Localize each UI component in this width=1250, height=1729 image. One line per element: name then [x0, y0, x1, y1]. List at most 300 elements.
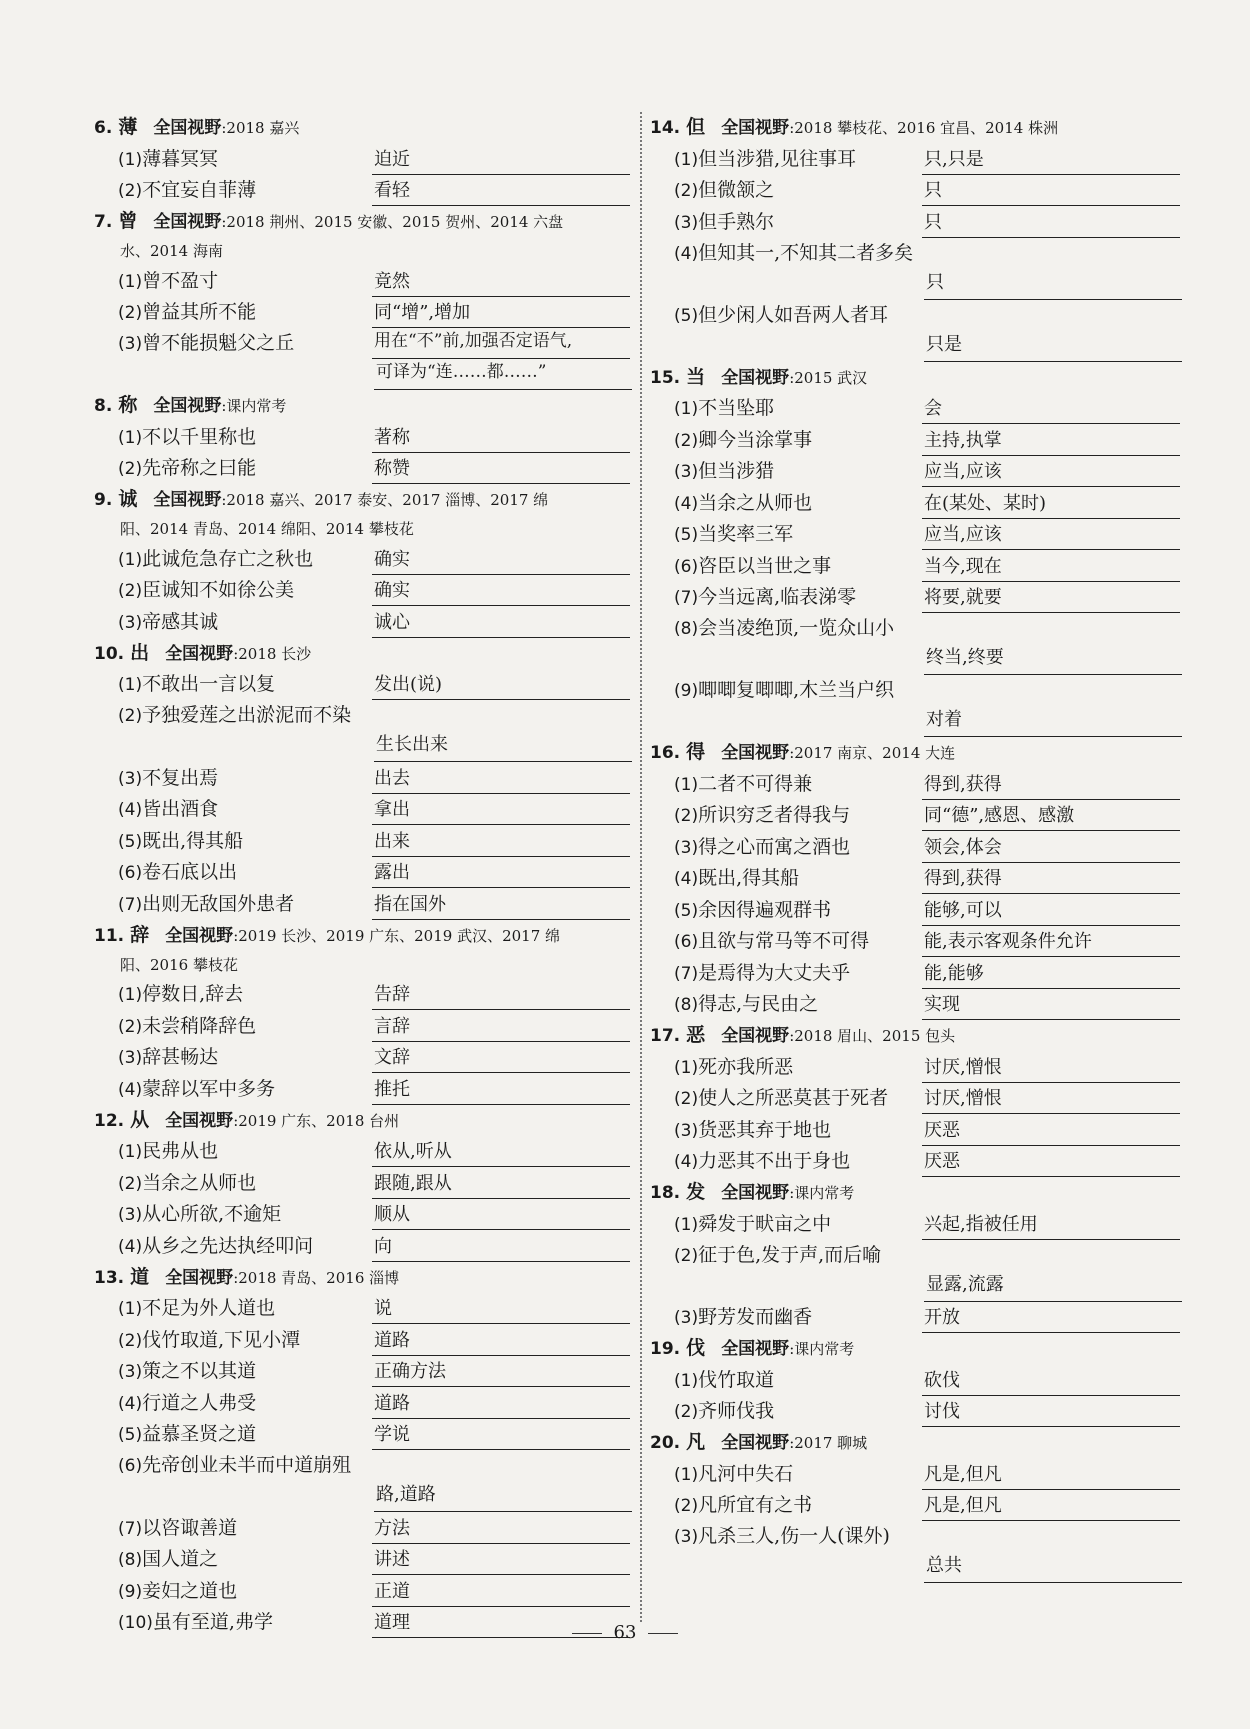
example-sentence [118, 422, 256, 453]
example-sentence [118, 1011, 256, 1042]
example-index: (5) [674, 525, 699, 545]
entry-tag: 全国视野 [153, 396, 222, 416]
example-item [650, 989, 1180, 1021]
example-text: 当余之从师也 [698, 491, 813, 514]
meaning-answer: 能,能够 [922, 959, 1180, 989]
example-text: 先帝创业未半而中道崩殂 [142, 1454, 352, 1476]
example-text: 妾妇之道也 [142, 1579, 238, 1602]
example-index: (2) [674, 1245, 699, 1266]
example-text: 曾不盈寸 [142, 269, 219, 292]
entry-heading [94, 638, 630, 669]
example-text: 征于色,发于声,而后喻 [698, 1243, 882, 1266]
example-text: 力恶其不出于身也 [698, 1150, 851, 1172]
example-index: (3) [674, 1308, 699, 1328]
entry-tag: 全国视野 [721, 1183, 790, 1203]
example-index: (3) [118, 334, 143, 354]
example-index: (1) [674, 399, 699, 419]
meaning-answer: 言辞 [372, 1012, 630, 1042]
entry-heading [94, 206, 630, 237]
example-text: 停数日,辞去 [142, 983, 244, 1005]
example-sentence [118, 1450, 630, 1481]
example-sentence [118, 700, 630, 731]
example-index: (1) [118, 1299, 143, 1319]
example-item [94, 1136, 630, 1168]
meaning-answer: 文辞 [372, 1043, 630, 1073]
example-index: (4) [118, 1393, 143, 1414]
example-sentence [674, 769, 812, 800]
meaning-answer: 出来 [372, 827, 630, 857]
example-item [94, 1042, 630, 1074]
entry-character: 当 [686, 365, 706, 388]
meaning-answer: 凡是,但凡 [922, 1460, 1180, 1490]
example-index: (8) [674, 995, 699, 1015]
example-sentence [674, 300, 1180, 331]
word-entry [94, 638, 630, 920]
entry-character: 称 [118, 394, 138, 416]
word-entry [94, 1105, 630, 1262]
footer-dash-right [648, 1633, 678, 1634]
example-sentence [674, 1052, 793, 1083]
meaning-answer: 在(某处、某时) [922, 489, 1180, 519]
entry-source: :2018 嘉兴、2017 泰安、2017 淄博、2017 绵 [221, 491, 549, 509]
entry-tag: 全国视野 [721, 1026, 790, 1046]
meaning-answer: 对着 [924, 706, 1182, 737]
example-index: (4) [674, 243, 699, 264]
word-entry [650, 362, 1180, 738]
example-text: 益慕圣贤之道 [142, 1423, 257, 1445]
entry-heading [650, 1333, 1180, 1364]
meaning-answer: 看轻 [372, 176, 630, 206]
example-item [94, 1293, 630, 1325]
word-entry [94, 484, 630, 638]
entry-source: :2018 长沙 [233, 644, 312, 663]
example-text: 但当涉猎,见往事耳 [698, 147, 857, 170]
example-item [94, 143, 630, 175]
page-number: 63 [613, 1622, 637, 1643]
entry-character: 但 [686, 116, 706, 138]
example-text: 得之心而寓之酒也 [698, 835, 851, 858]
example-sentence [118, 575, 294, 606]
example-sentence [674, 895, 831, 926]
entry-tag: 全国视野 [153, 118, 222, 138]
entry-tag: 全国视野 [165, 1110, 234, 1131]
entry-number: 20. [650, 1433, 681, 1453]
example-sentence [118, 1544, 218, 1575]
entry-number: 12. [94, 1110, 125, 1131]
example-text: 且欲与常马等不可得 [698, 930, 870, 952]
example-item [650, 1208, 1180, 1240]
entry-source: :课内常考 [221, 397, 287, 415]
example-text: 曾益其所不能 [142, 301, 257, 323]
example-item [94, 606, 630, 638]
meaning-answer: 主持,执掌 [922, 426, 1180, 456]
example-item [94, 265, 630, 297]
meaning-answer: 得到,获得 [922, 770, 1180, 800]
meaning-answer-continued: 可译为“连……都……” [374, 359, 632, 390]
example-text: 野芳发而幽香 [698, 1306, 813, 1328]
entry-heading [94, 390, 630, 421]
entry-tag: 全国视野 [721, 1339, 790, 1359]
meaning-answer: 只 [922, 176, 1180, 206]
entry-character: 辞 [130, 923, 150, 946]
entry-source: :2015 武汉 [789, 368, 868, 387]
example-text: 以咨诹善道 [142, 1516, 238, 1539]
example-index: (3) [674, 837, 699, 858]
example-sentence [118, 266, 218, 297]
example-sentence [674, 832, 850, 863]
example-index: (1) [118, 675, 143, 695]
example-text: 货恶其弃于地也 [698, 1118, 832, 1141]
entry-source: :2017 聊城 [789, 1434, 868, 1452]
example-item [94, 1419, 630, 1451]
meaning-answer: 厌恶 [922, 1147, 1180, 1177]
example-sentence [674, 551, 831, 582]
entry-number: 18. [650, 1183, 681, 1203]
example-text: 凡河中失石 [698, 1462, 794, 1485]
example-item [94, 888, 630, 920]
example-sentence [674, 582, 856, 613]
example-sentence [118, 1419, 256, 1450]
example-index: (2) [674, 1402, 699, 1422]
example-text: 卷石底以出 [142, 861, 238, 883]
example-item [650, 300, 1180, 362]
example-item [94, 543, 630, 575]
meaning-answer: 露出 [372, 858, 630, 888]
meaning-answer: 领会,体会 [922, 833, 1180, 863]
example-sentence [118, 669, 275, 700]
example-item [94, 825, 630, 857]
example-item [650, 1240, 1180, 1302]
example-text: 不敢出一言以复 [142, 673, 276, 695]
example-sentence [118, 1388, 256, 1419]
entry-source: :2017 南京、2014 大连 [789, 744, 956, 762]
entry-character: 伐 [686, 1337, 706, 1359]
example-index: (5) [118, 1425, 143, 1445]
example-sentence [118, 1199, 281, 1230]
example-item [650, 393, 1180, 425]
meaning-answer: 总共 [924, 1552, 1182, 1583]
entry-character: 道 [130, 1265, 150, 1288]
example-item [650, 1146, 1180, 1178]
example-text: 皆出酒食 [142, 798, 219, 820]
example-index: (4) [674, 869, 699, 889]
entry-source: :2019 广东、2018 台州 [233, 1111, 400, 1130]
entry-source-continued: 水、2014 海南 [120, 242, 223, 260]
entry-tag: 全国视野 [165, 1267, 234, 1288]
example-text: 虽有至道,弗学 [152, 1611, 273, 1633]
example-index: (1) [118, 149, 143, 170]
entry-character: 发 [686, 1181, 706, 1203]
example-index: (3) [118, 1048, 143, 1068]
example-index: (2) [674, 181, 699, 201]
meaning-answer: 道理 [372, 1608, 630, 1638]
example-index: (1) [118, 1142, 143, 1162]
word-entry [650, 1333, 1180, 1427]
example-index: (3) [118, 1362, 143, 1382]
right-column [650, 112, 1180, 1583]
example-text: 不足为外人道也 [142, 1297, 276, 1319]
page-footer [0, 1622, 1250, 1643]
example-item [94, 453, 630, 485]
meaning-answer: 用在“不”前,加强否定语气, [372, 328, 630, 359]
entry-heading [94, 1262, 630, 1293]
example-sentence [674, 989, 818, 1020]
example-index: (5) [118, 831, 143, 852]
meaning-answer: 砍伐 [922, 1366, 1180, 1396]
example-item [650, 863, 1180, 895]
example-index: (2) [118, 706, 143, 726]
example-text: 但当涉猎 [698, 460, 775, 482]
example-item [650, 675, 1180, 737]
meaning-answer: 向 [372, 1232, 630, 1262]
entry-heading [94, 1105, 630, 1136]
example-item [94, 1356, 630, 1388]
example-text: 国人道之 [142, 1548, 219, 1570]
example-index: (3) [674, 462, 699, 482]
example-index: (6) [118, 863, 143, 883]
example-index: (1) [118, 271, 143, 292]
entry-tag: 全国视野 [721, 743, 790, 763]
example-index: (1) [118, 427, 143, 448]
example-first-line [118, 328, 630, 359]
word-entry [94, 1262, 630, 1639]
example-text: 舜发于畎亩之中 [698, 1212, 832, 1235]
example-sentence [674, 1240, 1180, 1271]
entry-source: :2018 嘉兴 [221, 119, 300, 137]
meaning-answer: 只 [922, 208, 1180, 238]
entry-tag: 全国视野 [721, 1433, 790, 1453]
meaning-answer: 出去 [372, 764, 630, 794]
meaning-answer: 开放 [922, 1303, 1180, 1333]
example-sentence [674, 175, 774, 206]
entry-heading [94, 112, 630, 143]
example-sentence [118, 1231, 313, 1262]
example-item [650, 1396, 1180, 1428]
example-sentence [674, 456, 774, 487]
entry-source-continued: 阳、2014 青岛、2014 绵阳、2014 攀枝花 [120, 520, 414, 538]
example-item [650, 1364, 1180, 1396]
example-item [650, 894, 1180, 926]
example-item [94, 1199, 630, 1231]
example-text: 民弗从也 [142, 1140, 219, 1162]
example-sentence [674, 1209, 831, 1240]
example-index: (1) [674, 1464, 699, 1485]
entry-tag: 全国视野 [153, 490, 222, 510]
example-sentence [118, 1356, 256, 1387]
example-index: (4) [674, 1152, 699, 1172]
entry-number: 17. [650, 1026, 681, 1046]
example-sentence [674, 1459, 793, 1490]
entry-tag: 全国视野 [165, 925, 234, 946]
meaning-answer: 迫近 [372, 145, 630, 175]
meaning-answer: 能够,可以 [922, 896, 1180, 926]
example-text: 帝感其诚 [142, 610, 219, 633]
example-item [650, 143, 1180, 175]
example-text: 凡杀三人,伤一人(课外) [698, 1525, 890, 1547]
entry-number: 13. [94, 1267, 125, 1288]
example-item [650, 1302, 1180, 1334]
example-sentence [118, 1168, 256, 1199]
example-index: (1) [674, 774, 699, 795]
entry-heading [650, 737, 1180, 768]
meaning-answer: 称赞 [372, 454, 630, 484]
example-item [94, 1073, 630, 1105]
example-item [650, 831, 1180, 863]
example-text: 不复出焉 [142, 766, 219, 789]
example-text: 从心所欲,不逾矩 [142, 1203, 282, 1225]
meaning-answer: 显露,流露 [924, 1271, 1182, 1302]
meaning-answer: 道路 [372, 1326, 630, 1356]
meaning-answer: 讨伐 [922, 1397, 1180, 1427]
entry-number: 10. [94, 643, 125, 664]
example-index: (7) [674, 963, 699, 984]
example-sentence [674, 425, 812, 456]
meaning-answer: 依从,听从 [372, 1137, 630, 1167]
entry-number: 8. [94, 396, 113, 416]
meaning-answer: 将要,就要 [922, 583, 1180, 613]
meaning-answer: 只,只是 [922, 145, 1180, 175]
example-index: (2) [118, 1016, 143, 1037]
entry-source: :2018 荆州、2015 安徽、2015 贺州、2014 六盘 [221, 213, 564, 231]
example-sentence [674, 1115, 831, 1146]
meaning-answer: 跟随,跟从 [372, 1169, 630, 1199]
example-item [94, 762, 630, 794]
example-sentence [674, 1302, 812, 1333]
entry-character: 得 [686, 741, 706, 763]
word-entry [650, 1427, 1180, 1583]
example-sentence [674, 926, 869, 957]
example-item [94, 1512, 630, 1544]
example-sentence [674, 863, 799, 894]
example-item [650, 456, 1180, 488]
example-index: (1) [674, 1057, 699, 1078]
entry-source: :2018 攀枝花、2016 宜昌、2014 株洲 [789, 119, 1059, 137]
entry-heading [650, 1427, 1180, 1458]
meaning-answer: 实现 [922, 990, 1180, 1020]
meaning-answer: 只 [924, 269, 1182, 300]
example-index: (1) [118, 985, 143, 1005]
example-text: 予独爱莲之出淤泥而不染 [142, 704, 352, 726]
meaning-answer: 会 [922, 394, 1180, 424]
example-sentence [674, 1146, 850, 1177]
example-item [94, 857, 630, 889]
entry-heading [650, 1177, 1180, 1208]
meaning-answer: 确实 [372, 545, 630, 575]
example-item [94, 297, 630, 329]
example-text: 得志,与民由之 [698, 993, 819, 1015]
word-entry [94, 206, 630, 390]
example-index: (3) [118, 612, 143, 633]
example-item [650, 1521, 1180, 1583]
example-text: 先帝称之曰能 [142, 457, 257, 479]
example-index: (2) [118, 303, 143, 323]
example-sentence [674, 519, 793, 550]
example-text: 伐竹取道,下见小潭 [142, 1328, 301, 1351]
example-item [650, 1083, 1180, 1115]
example-sentence [674, 1396, 774, 1427]
entry-source: :2019 长沙、2019 广东、2019 武汉、2017 绵 [233, 926, 561, 945]
example-index: (3) [118, 1205, 143, 1225]
example-item [94, 1167, 630, 1199]
entry-heading [650, 1020, 1180, 1051]
example-text: 但少闲人如吾两人者耳 [698, 303, 889, 326]
meaning-answer: 发出(说) [372, 670, 630, 700]
example-sentence [674, 393, 774, 424]
example-item [650, 1458, 1180, 1490]
example-index: (1) [674, 1370, 699, 1391]
example-text: 凡所宜有之书 [698, 1494, 813, 1516]
example-index: (4) [674, 493, 699, 514]
example-item [94, 669, 630, 701]
example-item [650, 582, 1180, 614]
example-index: (4) [118, 1236, 143, 1257]
example-sentence [118, 1325, 300, 1356]
example-item [650, 768, 1180, 800]
meaning-answer: 应当,应该 [922, 520, 1180, 550]
example-text: 唧唧复唧唧,木兰当户织 [698, 679, 895, 701]
meaning-answer: 正确方法 [372, 1357, 630, 1387]
word-entry [650, 1177, 1180, 1333]
meaning-answer: 竟然 [372, 267, 630, 297]
meaning-answer: 告辞 [372, 980, 630, 1010]
meaning-answer: 讨厌,憎恨 [922, 1084, 1180, 1114]
example-text: 臣诚知不如徐公美 [142, 579, 295, 601]
example-sentence [674, 488, 812, 519]
example-text: 策之不以其道 [142, 1360, 257, 1382]
example-item [94, 1324, 630, 1356]
entry-heading [650, 112, 1180, 143]
example-index: (2) [674, 1089, 699, 1109]
example-item [650, 1051, 1180, 1083]
example-sentence [674, 675, 1180, 706]
example-sentence [118, 544, 313, 575]
example-text: 所识穷乏者得我与 [698, 804, 851, 826]
example-sentence [118, 826, 243, 857]
example-text: 齐师伐我 [698, 1400, 775, 1422]
example-sentence [674, 1365, 774, 1396]
example-index: (3) [674, 1527, 699, 1547]
example-item [650, 487, 1180, 519]
example-sentence [674, 1490, 812, 1521]
meaning-answer: 确实 [372, 576, 630, 606]
meaning-answer: 讲述 [372, 1545, 630, 1575]
entry-source: :2018 青岛、2016 淄博 [233, 1268, 400, 1287]
meaning-answer: 同“增”,增加 [372, 298, 630, 328]
example-item [94, 1575, 630, 1607]
example-text: 行道之人弗受 [142, 1391, 257, 1414]
example-index: (7) [674, 588, 699, 608]
entry-character: 曾 [118, 210, 138, 232]
meaning-answer: 著称 [372, 423, 630, 453]
example-text: 死亦我所恶 [698, 1055, 794, 1078]
example-item [650, 1490, 1180, 1522]
example-item [650, 206, 1180, 238]
entry-source-continued: 阳、2016 攀枝花 [120, 955, 238, 974]
example-item [650, 957, 1180, 989]
example-text: 是焉得为大丈夫乎 [698, 961, 851, 984]
example-sentence [118, 979, 243, 1010]
example-sentence [674, 613, 1180, 644]
word-entry [94, 390, 630, 484]
column-divider [640, 112, 642, 1622]
meaning-answer: 得到,获得 [922, 864, 1180, 894]
example-index: (3) [118, 768, 143, 789]
example-text: 不宜妄自菲薄 [142, 179, 257, 201]
entry-tag: 全国视野 [721, 118, 790, 138]
entry-tag: 全国视野 [721, 367, 790, 388]
example-text: 二者不可得兼 [698, 772, 813, 795]
example-text: 使人之所恶莫甚于死者 [698, 1087, 889, 1109]
